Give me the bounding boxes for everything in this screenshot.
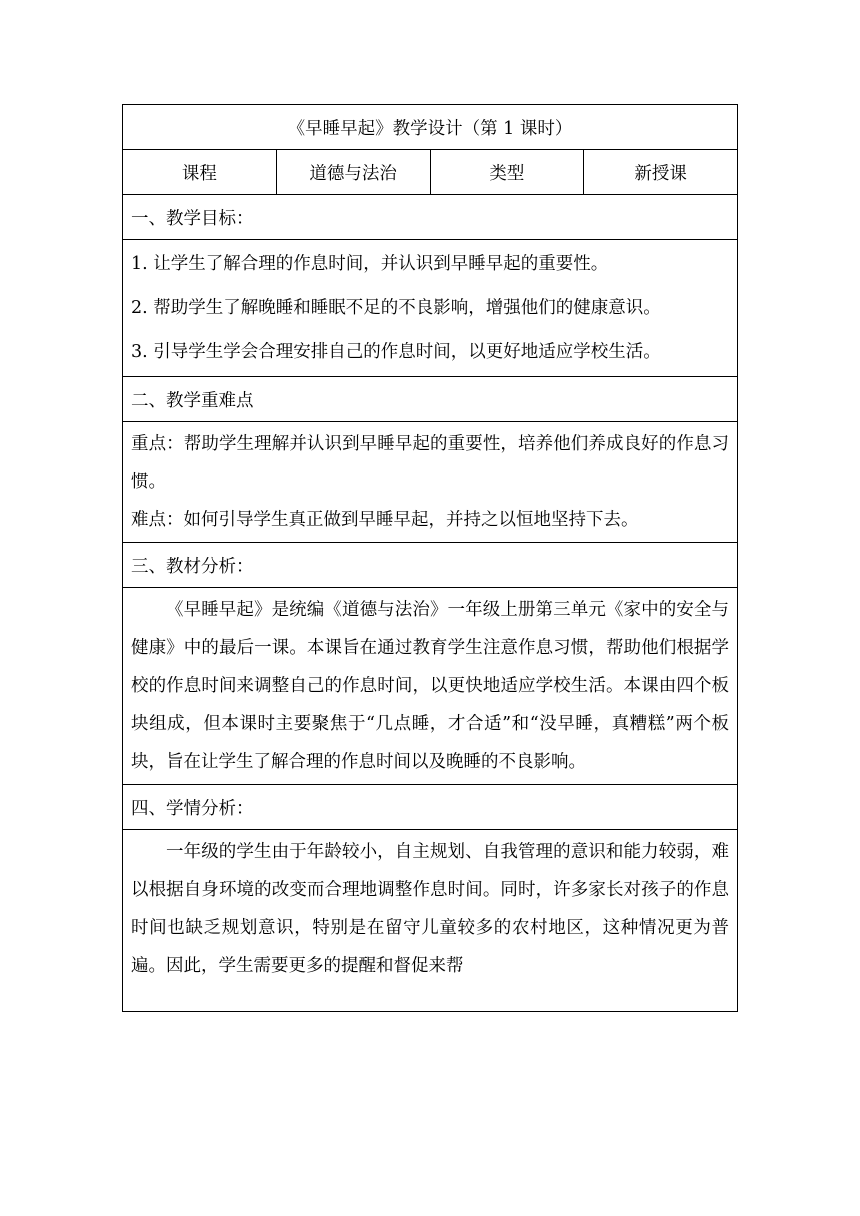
students-heading: 四、学情分析： — [123, 785, 738, 830]
focus-text: 重点：帮助学生理解并认识到早睡早起的重要性，培养他们养成良好的作息习惯。 — [131, 434, 729, 492]
goals-heading: 一、教学目标： — [123, 195, 738, 240]
lesson-plan-table — [122, 104, 738, 1012]
goal-item: 2. 帮助学生了解晚睡和睡眠不足的不良影响，增强他们的健康意识。 — [131, 298, 661, 318]
course-value: 道德与法治 — [276, 150, 430, 195]
goal-item: 3. 引导学生学会合理安排自己的作息时间，以更好地适应学校生活。 — [131, 342, 661, 362]
material-text: 《早睡早起》是统编《道德与法治》一年级上册第三单元《家中的安全与健康》中的最后一课。本课旨在通过教育学生注意作息习惯，帮助他们根据学校的作息时间来调整自己的作息时间，以更快地适应学校生活。本课由四个板块组成，但本课时主要聚焦于“几点睡，才合适”和“没早睡，真糟糕”两个板块，旨在让学生了解合理的作息时间以及晚睡的不良影响。 — [131, 600, 729, 772]
key-points-heading: 二、教学重难点 — [123, 377, 738, 422]
type-label: 类型 — [430, 150, 584, 195]
goals-list — [123, 240, 738, 377]
document-title: 《早睡早起》教学设计（第 1 课时） — [123, 105, 738, 150]
course-label: 课程 — [123, 150, 277, 195]
material-heading: 三、教材分析： — [123, 543, 738, 588]
goal-item: 1. 让学生了解合理的作息时间，并认识到早睡早起的重要性。 — [131, 254, 609, 274]
material-body — [123, 588, 738, 785]
students-text: 一年级的学生由于年龄较小，自主规划、自我管理的意识和能力较弱，难以根据自身环境的改变而合理地调整作息时间。同时，许多家长对孩子的作息时间也缺乏规划意识，特别是在留守儿童较多的农村地区，这种情况更为普遍。因此，学生需要更多的提醒和督促来帮 — [131, 842, 729, 976]
type-value: 新授课 — [584, 150, 738, 195]
difficulty-text: 难点：如何引导学生真正做到早睡早起，并持之以恒地坚持下去。 — [131, 510, 639, 530]
students-body — [123, 830, 738, 1012]
key-points-body — [123, 422, 738, 543]
